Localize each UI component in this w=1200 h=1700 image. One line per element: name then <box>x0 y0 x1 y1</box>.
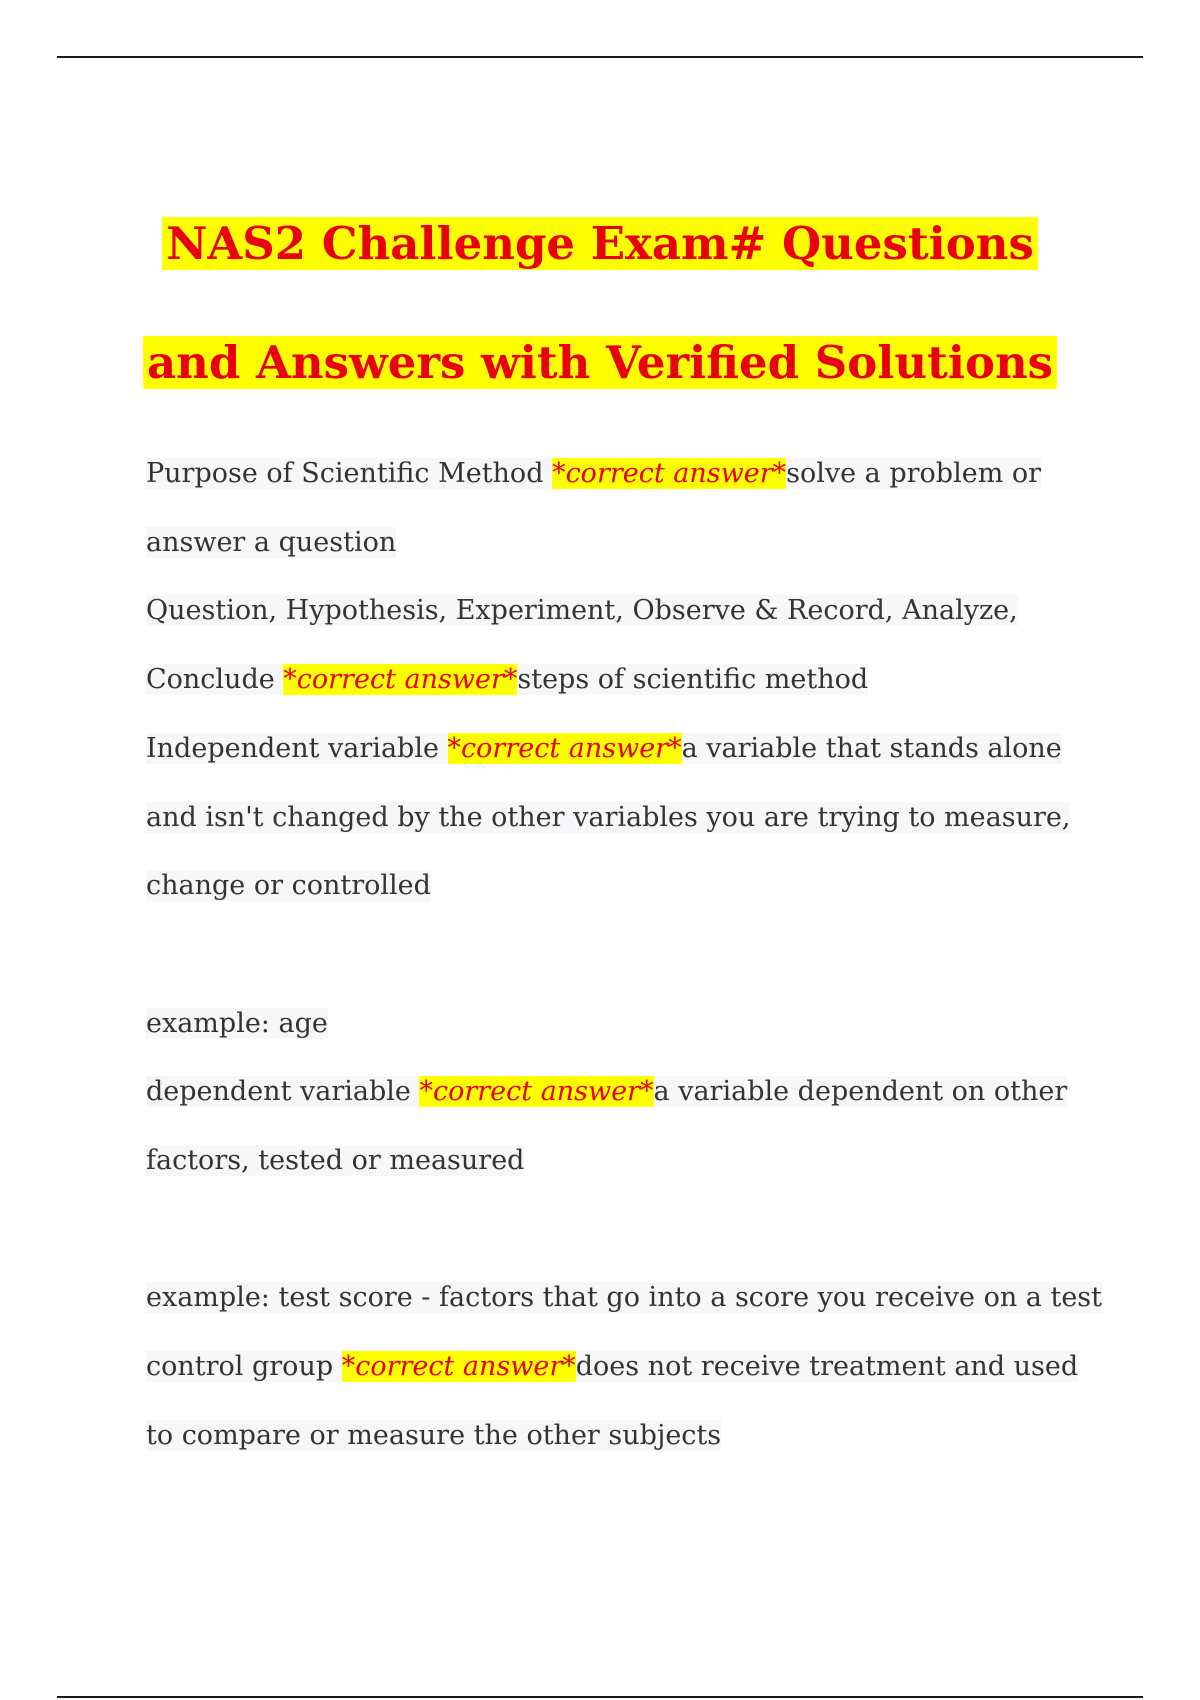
correct-answer-marker: *correct answer* <box>341 1351 576 1383</box>
qa-item-control-group <box>146 1333 1106 1470</box>
qa-item-steps <box>146 577 1106 714</box>
answer-text: a variable that stands alone and isn't changed by the other variables you are trying to measure, change or controlled <box>146 732 1071 902</box>
qa-item-dependent-variable <box>146 1058 1106 1195</box>
example-test-score: example: test score - factors that go into a score you receive on a test <box>146 1282 1103 1314</box>
correct-answer-marker: *correct answer* <box>447 732 682 764</box>
document-title-line-2: and Answers with Verified Solutions <box>0 333 1200 393</box>
top-rule <box>57 56 1143 58</box>
document-title-line-1: NAS2 Challenge Exam# Questions <box>0 214 1200 274</box>
question-text: Question, Hypothesis, Experiment, Observe & Record, Analyze, Conclude <box>146 595 1018 696</box>
answer-text: steps of scientific method <box>517 664 869 696</box>
example-age: example: age <box>146 1007 328 1039</box>
qa-item-scientific-method <box>146 440 1106 577</box>
question-text: control group <box>146 1351 342 1383</box>
bottom-rule <box>57 1696 1143 1698</box>
correct-answer-marker: *correct answer* <box>552 458 787 489</box>
correct-answer-marker: *correct answer* <box>419 1076 654 1108</box>
spacer <box>146 1196 1106 1265</box>
question-text: dependent variable <box>146 1076 420 1108</box>
qa-item-independent-variable <box>146 715 1106 921</box>
document-body <box>146 440 1106 1471</box>
spacer <box>146 921 1106 990</box>
correct-answer-marker: *correct answer* <box>283 664 518 696</box>
question-text: Independent variable <box>146 732 448 764</box>
answer-text: does not receive treatment and used to compare or measure the other subjects <box>146 1351 1079 1451</box>
answer-text: solve a problem or answer a question <box>146 458 1042 558</box>
question-text: Purpose of Scientific Method <box>146 458 553 489</box>
answer-text: a variable dependent on other factors, tested or measured <box>146 1076 1068 1177</box>
